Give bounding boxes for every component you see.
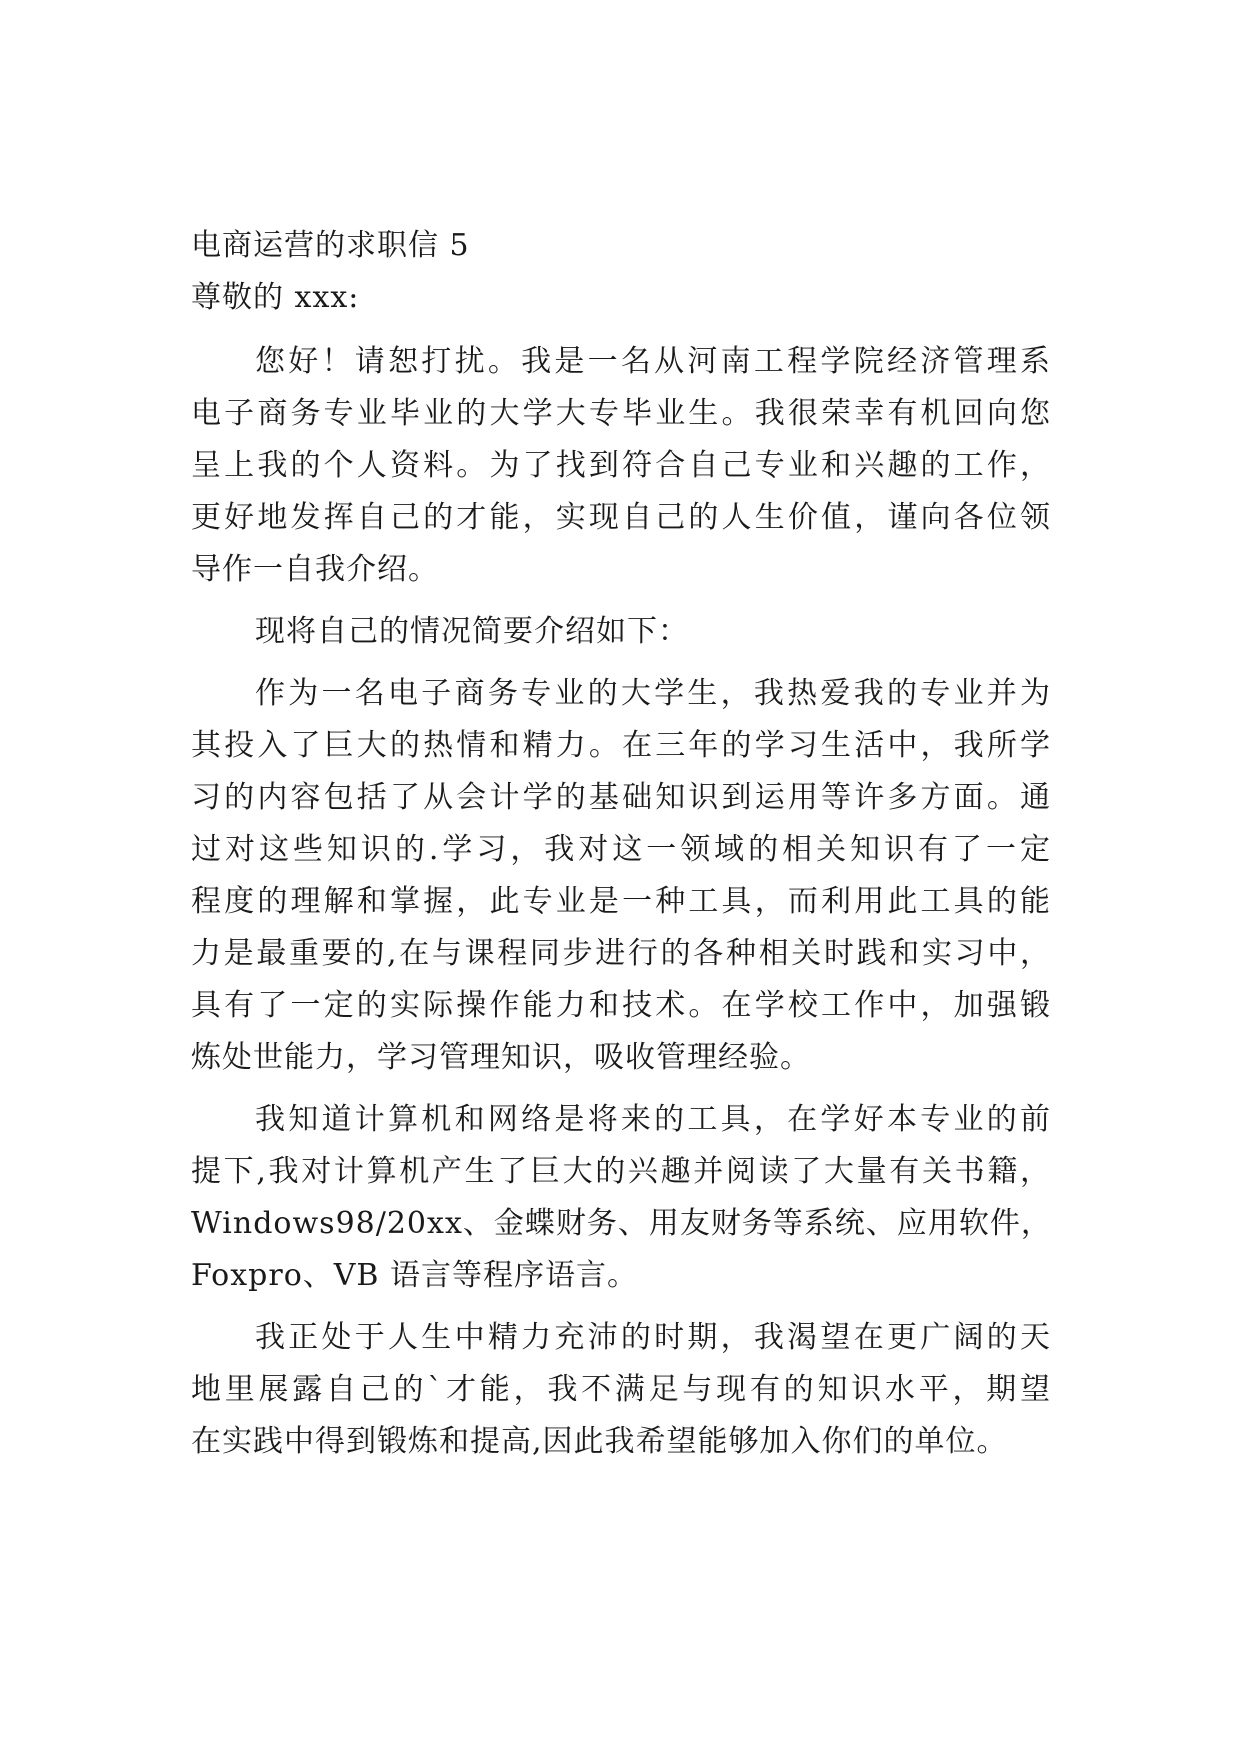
paragraph-line: 更好地发挥自己的才能，实现自己的人生价值，谨向各位领 <box>191 500 1051 535</box>
paragraph-line: 导作一自我介绍。 <box>191 552 439 587</box>
paragraph-line: 您好！请恕打扰。我是一名从河南工程学院经济管理系 <box>255 344 1051 379</box>
paragraph-line: 电子商务专业毕业的大学大专毕业生。我很荣幸有机回向您 <box>191 396 1051 431</box>
paragraph-line: 在实践中得到锻炼和提高,因此我希望能够加入你们的单位。 <box>191 1424 1008 1459</box>
paragraph-line: 提下,我对计算机产生了巨大的兴趣并阅读了大量有关书籍， <box>191 1154 1051 1189</box>
letter-body <box>191 220 1051 1478</box>
paragraph-intro <box>191 606 1051 658</box>
paragraph-line: 具有了一定的实际操作能力和技术。在学校工作中，加强锻 <box>191 988 1051 1023</box>
paragraph-line: 力是最重要的,在与课程同步进行的各种相关时践和实习中， <box>191 936 1051 971</box>
paragraph-line: 习的内容包括了从会计学的基础知识到运用等许多方面。通 <box>191 780 1051 815</box>
letter-salutation: 尊敬的 xxx: <box>191 280 360 315</box>
paragraph-aspiration <box>191 1312 1051 1468</box>
paragraph-line: Foxpro、VB 语言等程序语言。 <box>191 1258 639 1293</box>
paragraph-line: 呈上我的个人资料。为了找到符合自己专业和兴趣的工作， <box>191 448 1051 483</box>
paragraph-line: 炼处世能力，学习管理知识，吸收管理经验。 <box>191 1040 811 1075</box>
letter-title: 电商运营的求职信 5 <box>191 228 470 263</box>
paragraph-greeting <box>191 336 1051 596</box>
paragraph-line: 作为一名电子商务专业的大学生，我热爱我的专业并为 <box>255 676 1051 711</box>
paragraph-line: 我正处于人生中精力充沛的时期，我渴望在更广阔的天 <box>255 1320 1051 1355</box>
paragraph-line: 现将自己的情况简要介绍如下： <box>255 614 689 649</box>
paragraph-line: Windows98/20xx、金蝶财务、用友财务等系统、应用软件， <box>191 1206 1052 1241</box>
paragraph-line: 程度的理解和掌握，此专业是一种工具，而利用此工具的能 <box>191 884 1051 919</box>
paragraph-line: 过对这些知识的.学习，我对这一领域的相关知识有了一定 <box>191 832 1051 867</box>
paragraph-computer-skills <box>191 1094 1051 1302</box>
paragraph-line: 我知道计算机和网络是将来的工具，在学好本专业的前 <box>255 1102 1051 1137</box>
paragraph-line: 其投入了巨大的热情和精力。在三年的学习生活中，我所学 <box>191 728 1051 763</box>
paragraph-line: 地里展露自己的`才能，我不满足与现有的知识水平，期望 <box>191 1372 1051 1407</box>
paragraph-major <box>191 668 1051 1084</box>
